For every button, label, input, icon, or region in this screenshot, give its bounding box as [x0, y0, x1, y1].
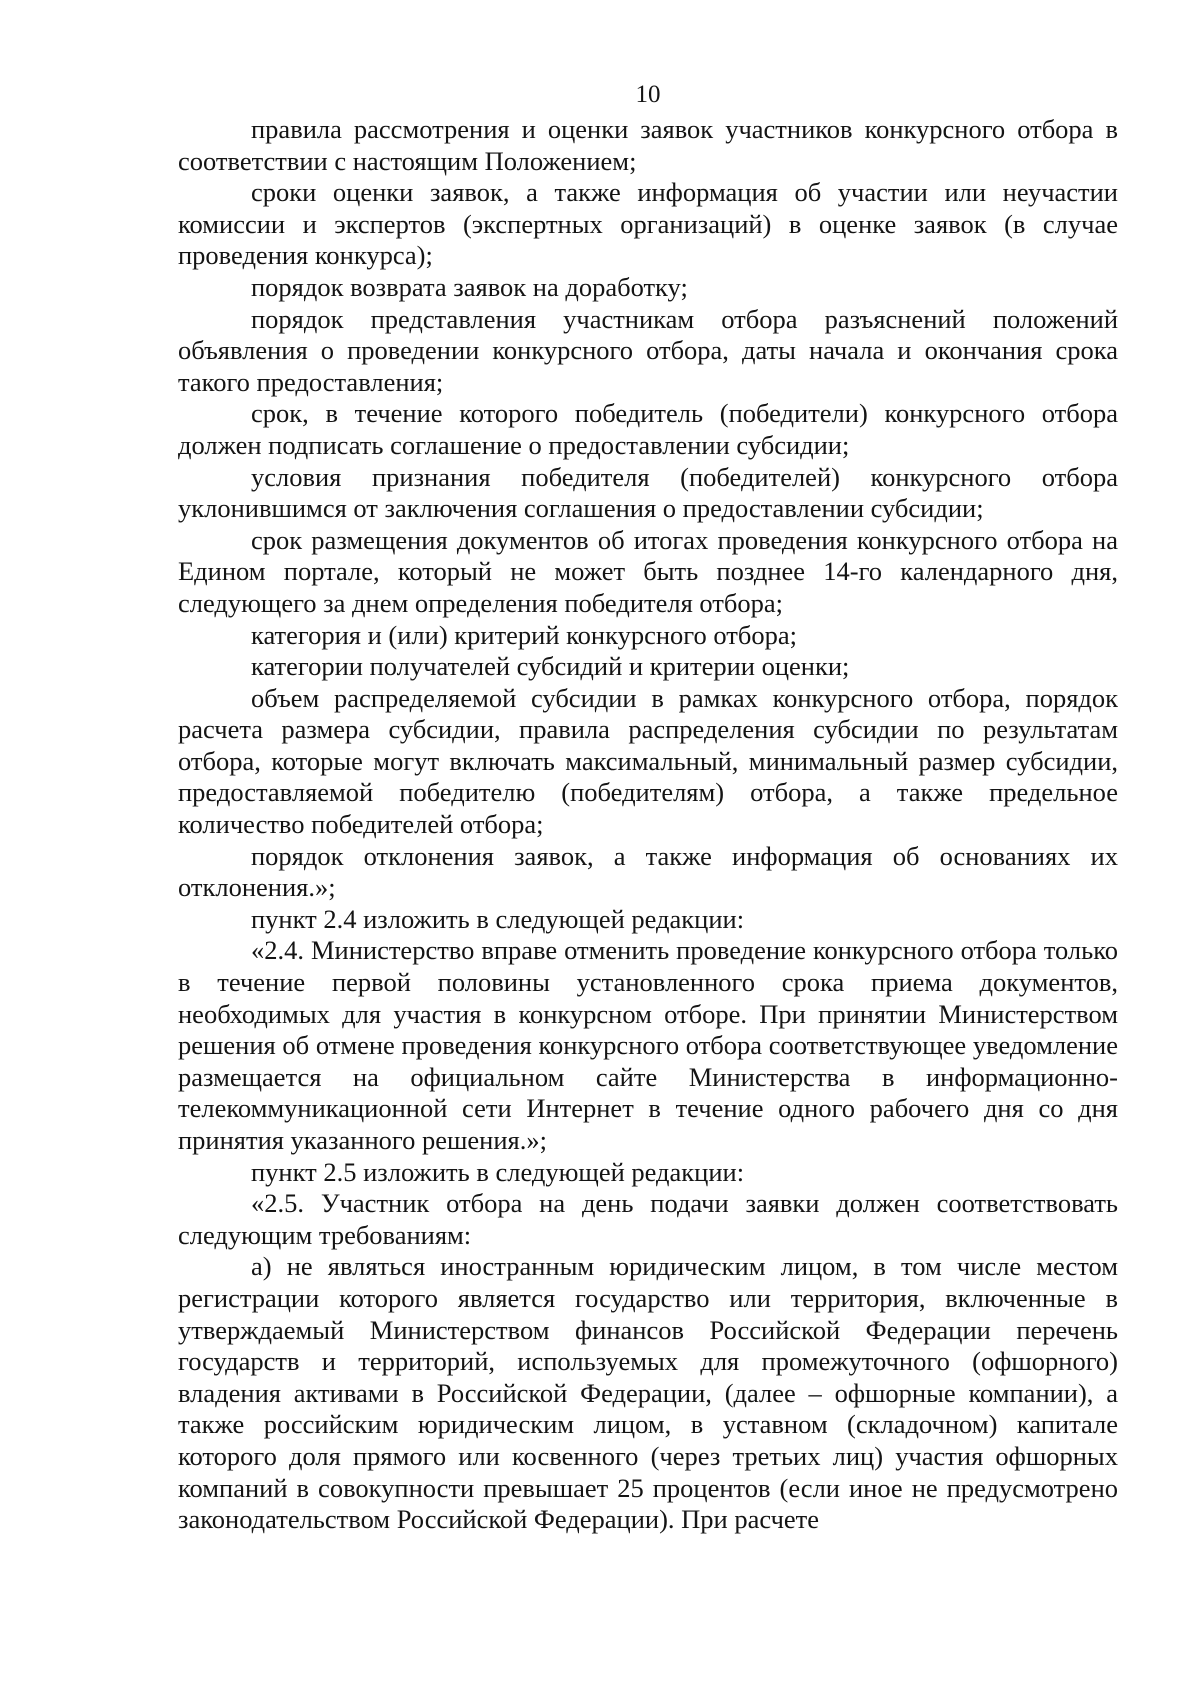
paragraph: категория и (или) критерий конкурсного отбора; — [251, 619, 797, 650]
paragraph: пункт 2.4 изложить в следующей редакции: — [251, 903, 745, 934]
paragraph: порядок возврата заявок на доработку; — [251, 271, 688, 302]
paragraph: порядок представления участникам отбора разъяснений положений объявления о проведении конкурсного отбора, даты начала и окончания срока такого предоставления; — [178, 303, 1118, 397]
document-body — [178, 114, 1118, 1536]
paragraph: срок, в течение которого победитель (победители) конкурсного отбора должен подписать соглашение о предоставлении субсидии; — [178, 398, 1118, 460]
paragraph: категории получателей субсидий и критерии оценки; — [251, 651, 850, 682]
paragraph: порядок отклонения заявок, а также информация об основаниях их отклонения.»; — [178, 840, 1118, 903]
paragraph: условия признания победителя (победителей) конкурсного отбора уклонившимся от заключения соглашения о предоставлении субсидии; — [178, 461, 1118, 524]
paragraph: сроки оценки заявок, а также информация об участии или неучастии комиссии и экспертов (экспертных организаций) в оценке заявок (в случае проведения конкурса); — [178, 177, 1118, 271]
paragraph: срок размещения документов об итогах проведения конкурсного отбора на Едином портале, который не может быть позднее 14-го календарного дня, следующего за днем определения победителя отбора; — [178, 524, 1118, 618]
paragraph: пункт 2.5 изложить в следующей редакции: — [251, 1156, 745, 1187]
page-number: 10 — [635, 81, 661, 108]
paragraph: «2.4. Министерство вправе отменить проведение конкурсного отбора только в течение первой половины установленного срока приема документов, необходимых для участия в конкурсном отборе. При принятии Министерством решения об отмене проведения конкурсного отбора соответствующее уведомление размещается на официальном сайте Министерства в информационно-телекоммуникационной сети Интернет в течение одного рабочего дня со дня принятия указанного решения.»; — [178, 935, 1118, 1155]
paragraph: правила рассмотрения и оценки заявок участников конкурсного отбора в соответствии с настоящим Положением; — [178, 114, 1118, 176]
paragraph: а) не являться иностранным юридическим лицом, в том числе местом регистрации которого является государство или территория, включенные в утверждаемый Министерством финансов Российской Федерации перечень государств и территорий, используемых для промежуточного (офшорного) владения активами в Российской Федерации, (далее – офшорные компании), а также российским юридическим лицом, в уставном (складочном) капитале которого доля прямого или косвенного (через третьих лиц) участия офшорных компаний в совокупности превышает 25 процентов (если иное не предусмотрено законодательством Российской Федерации). При расчете — [178, 1251, 1118, 1535]
paragraph: «2.5. Участник отбора на день подачи заявки должен соответствовать следующим требованиям: — [178, 1188, 1118, 1250]
paragraph: объем распределяемой субсидии в рамках конкурсного отбора, порядок расчета размера субсидии, правила распределения субсидии по результатам отбора, которые могут включать максимальный, минимальный размер субсидии, предоставляемой победителю (победителям) отбора, а также предельное количество победителей отбора; — [178, 682, 1118, 840]
